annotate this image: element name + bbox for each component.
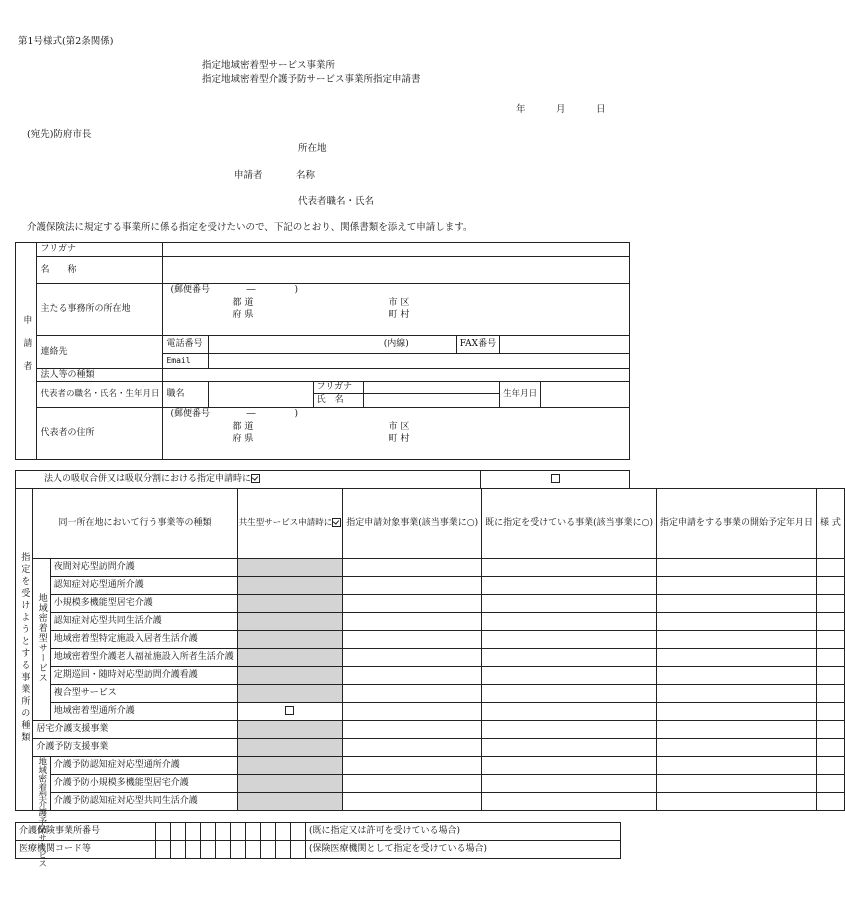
- rep-furigana-field[interactable]: [363, 382, 499, 394]
- birth-label: 生年月日: [500, 382, 541, 408]
- kyosei-cell: [237, 649, 343, 667]
- rep-name-field[interactable]: [363, 394, 499, 408]
- shiku-label: 市 区: [388, 298, 410, 308]
- digit-cell[interactable]: [186, 823, 201, 841]
- start-cell[interactable]: [657, 775, 817, 793]
- format-cell: [817, 667, 845, 685]
- start-cell[interactable]: [657, 685, 817, 703]
- digit-cell[interactable]: [156, 841, 171, 859]
- digit-cell[interactable]: [246, 823, 261, 841]
- format-cell: [817, 685, 845, 703]
- furigana-field[interactable]: [163, 243, 630, 257]
- kyosei-cell: [237, 685, 343, 703]
- kyosei-checkbox-cell[interactable]: [237, 703, 343, 721]
- kyosei-cell: [237, 559, 343, 577]
- service-row: 介護予防認知症対応型通所介護: [50, 757, 237, 775]
- format-cell: [817, 703, 845, 721]
- format-cell: [817, 793, 845, 811]
- digit-cell[interactable]: [171, 841, 186, 859]
- start-cell[interactable]: [657, 613, 817, 631]
- main-office-label: 主たる事務所の所在地: [37, 284, 163, 336]
- postal-label: (郵便番号: [170, 285, 210, 295]
- digit-cell[interactable]: [246, 841, 261, 859]
- target-cell[interactable]: [343, 631, 482, 649]
- contact-label: 連絡先: [37, 336, 163, 369]
- kyosei-cell: [237, 667, 343, 685]
- applicant-label: 申請者: [234, 170, 263, 181]
- start-cell[interactable]: [657, 667, 817, 685]
- postal-dash: ―: [246, 285, 256, 295]
- kyosei-cell: [237, 721, 343, 739]
- fuken-label: 府 県: [232, 310, 254, 320]
- digit-cell[interactable]: [186, 841, 201, 859]
- col-type-header: 同一所在地において行う事業等の種類: [33, 489, 237, 559]
- footer-table: [15, 822, 621, 859]
- existing-cell[interactable]: [482, 577, 657, 595]
- service-row: 介護予防小規模多機能型居宅介護: [50, 775, 237, 793]
- existing-cell[interactable]: [482, 595, 657, 613]
- tel-label: 電話番号: [163, 336, 209, 354]
- form-number: 第1号様式(第2条関係): [18, 36, 114, 47]
- todo-label: 都 道: [232, 298, 254, 308]
- start-cell[interactable]: [657, 649, 817, 667]
- format-cell: [817, 613, 845, 631]
- email-field[interactable]: [209, 354, 630, 369]
- kyosei-cell: [237, 757, 343, 775]
- digit-cell[interactable]: [216, 823, 231, 841]
- kyosei-cell: [237, 631, 343, 649]
- existing-cell[interactable]: [482, 613, 657, 631]
- target-cell[interactable]: [343, 775, 482, 793]
- email-label: Email: [163, 354, 209, 369]
- existing-cell[interactable]: [482, 649, 657, 667]
- target-cell[interactable]: [343, 595, 482, 613]
- digit-cell[interactable]: [201, 841, 216, 859]
- service-row: 小規模多機能型居宅介護: [50, 595, 237, 613]
- services-side-label: 指定を受けようとする事業所の種類: [16, 489, 33, 811]
- iryo-note: (保険医療機関として指定を受けている場合): [306, 841, 621, 859]
- digit-cell[interactable]: [216, 841, 231, 859]
- rep-shiku-label: 市 区: [388, 422, 410, 432]
- merger-checkbox[interactable]: [551, 474, 560, 483]
- existing-cell[interactable]: [482, 667, 657, 685]
- date-year: 年: [516, 104, 526, 115]
- existing-cell[interactable]: [482, 793, 657, 811]
- birth-field[interactable]: [541, 382, 630, 408]
- target-cell[interactable]: [343, 703, 482, 721]
- service-row: 複合型サービス: [50, 685, 237, 703]
- start-cell[interactable]: [657, 757, 817, 775]
- existing-cell[interactable]: [482, 775, 657, 793]
- service-row: 夜間対応型訪問介護: [50, 559, 237, 577]
- start-cell[interactable]: [657, 631, 817, 649]
- target-cell[interactable]: [343, 649, 482, 667]
- fax-label: FAX番号: [456, 336, 499, 354]
- col-format-header: 様 式: [817, 489, 845, 559]
- representative-label: 代表者職名・氏名: [298, 196, 375, 207]
- main-office-field[interactable]: [163, 284, 630, 336]
- group1-label: 地域密着型サービス: [33, 559, 50, 721]
- kyosei-cell: [237, 613, 343, 631]
- format-cell: [817, 721, 845, 739]
- col-target-header: 指定申請対象事業(該当事業に○): [343, 489, 482, 559]
- target-cell[interactable]: [343, 577, 482, 595]
- applicant-table: [15, 242, 630, 460]
- furigana-label: フリガナ: [37, 243, 163, 257]
- format-cell: [817, 757, 845, 775]
- start-cell[interactable]: [657, 721, 817, 739]
- target-cell[interactable]: [343, 667, 482, 685]
- rep-fuken-label: 府 県: [232, 434, 254, 444]
- rep-postal-label: (郵便番号: [170, 409, 210, 419]
- title-line-1: 指定地域密着型サービス事業所: [202, 60, 336, 71]
- format-cell: [817, 775, 845, 793]
- corp-type-field[interactable]: [163, 369, 630, 382]
- digit-cell[interactable]: [261, 823, 276, 841]
- rep-postal-dash: ―: [246, 409, 256, 419]
- kyosei-header-checkbox-icon: [332, 518, 341, 527]
- rep-title-label: 代表者の職名・氏名・生年月日: [37, 382, 163, 408]
- col-start-header: 指定申請をする事業の開始予定年月日: [657, 489, 817, 559]
- service-row: 認知症対応型通所介護: [50, 577, 237, 595]
- digit-cell[interactable]: [276, 841, 291, 859]
- start-cell[interactable]: [657, 577, 817, 595]
- start-cell[interactable]: [657, 595, 817, 613]
- digit-cell[interactable]: [231, 823, 246, 841]
- service-row: 地域密着型特定施設入居者生活介護: [50, 631, 237, 649]
- format-cell: [817, 739, 845, 757]
- rep-address-label: 代表者の住所: [37, 408, 163, 460]
- merger-label: 法人の吸収合併又は吸収分割における指定申請時に: [16, 471, 481, 489]
- target-cell[interactable]: [343, 757, 482, 775]
- existing-cell[interactable]: [482, 721, 657, 739]
- start-cell[interactable]: [657, 793, 817, 811]
- existing-cell[interactable]: [482, 757, 657, 775]
- kyosei-cell: [237, 577, 343, 595]
- shokumei-label: 職名: [163, 382, 209, 408]
- start-cell[interactable]: [657, 559, 817, 577]
- title-line-2: 指定地域密着型介護予防サービス事業所指定申請書: [202, 74, 421, 85]
- target-cell[interactable]: [343, 685, 482, 703]
- target-cell[interactable]: [343, 721, 482, 739]
- date-month: 月: [556, 104, 566, 115]
- digit-cell[interactable]: [231, 841, 246, 859]
- shokumei-field[interactable]: [209, 382, 314, 408]
- existing-cell[interactable]: [482, 703, 657, 721]
- existing-cell[interactable]: [482, 739, 657, 757]
- rep-postal-close: ): [294, 409, 298, 419]
- org-name-label: 名 称: [37, 257, 163, 284]
- format-cell: [817, 649, 845, 667]
- target-cell[interactable]: [343, 739, 482, 757]
- application-statement: 介護保険法に規定する事業所に係る指定を受けたいので、下記のとおり、関係書類を添えて申請します。: [27, 222, 473, 233]
- chouson-label: 町 村: [388, 310, 410, 320]
- service-row: 定期巡回・随時対応型訪問介護看護: [50, 667, 237, 685]
- kyotaku-row: 居宅介護支援事業: [33, 721, 237, 739]
- addressee: (宛先)防府市長: [27, 129, 92, 140]
- target-cell[interactable]: [343, 793, 482, 811]
- digit-cell[interactable]: [156, 823, 171, 841]
- extension-label: (内線): [383, 339, 409, 350]
- jigyosho-no-label: 介護保険事業所番号: [16, 823, 156, 841]
- existing-cell[interactable]: [482, 685, 657, 703]
- corp-type-label: 法人等の種類: [37, 369, 163, 382]
- format-cell: [817, 631, 845, 649]
- kyosei-cell: [237, 793, 343, 811]
- target-cell[interactable]: [343, 613, 482, 631]
- rep-furigana-label: フリガナ: [313, 382, 363, 394]
- fax-field[interactable]: [500, 336, 630, 354]
- kyosei-cell: [237, 739, 343, 757]
- address-label: 所在地: [298, 143, 327, 154]
- kyosei-cell: [237, 595, 343, 613]
- rep-address-field[interactable]: [163, 408, 630, 460]
- digit-cell[interactable]: [291, 841, 306, 859]
- yobo-shien-row: 介護予防支援事業: [33, 739, 237, 757]
- format-cell: [817, 559, 845, 577]
- digit-cell[interactable]: [201, 823, 216, 841]
- format-cell: [817, 595, 845, 613]
- rep-name-label: 氏 名: [313, 394, 363, 408]
- applicant-side-label: 申請者: [16, 243, 37, 460]
- postal-close: ): [294, 285, 298, 295]
- service-row: 認知症対応型共同生活介護: [50, 613, 237, 631]
- iryo-code-label: 医療機関コード等: [16, 841, 156, 859]
- name-label: 名称: [296, 170, 316, 181]
- jigyosho-note: (既に指定又は許可を受けている場合): [306, 823, 621, 841]
- format-cell: [817, 577, 845, 595]
- digit-cell[interactable]: [171, 823, 186, 841]
- digit-cell[interactable]: [291, 823, 306, 841]
- target-cell[interactable]: [343, 559, 482, 577]
- kyosei-checkbox[interactable]: [285, 706, 294, 715]
- existing-cell[interactable]: [482, 631, 657, 649]
- digit-cell[interactable]: [276, 823, 291, 841]
- merger-checkbox-cell[interactable]: [481, 471, 630, 489]
- start-cell[interactable]: [657, 739, 817, 757]
- rep-chouson-label: 町 村: [388, 434, 410, 444]
- service-row: 介護予防認知症対応型共同生活介護: [50, 793, 237, 811]
- rep-todo-label: 都 道: [232, 422, 254, 432]
- tel-field[interactable]: [209, 336, 457, 354]
- existing-cell[interactable]: [482, 559, 657, 577]
- service-row: 地域密着型介護老人福祉施設入所者生活介護: [50, 649, 237, 667]
- date-day: 日: [596, 104, 606, 115]
- group2-label: 地域密着型介護予防サービス: [33, 757, 50, 811]
- digit-cell[interactable]: [261, 841, 276, 859]
- service-row: 地域密着型通所介護: [50, 703, 237, 721]
- org-name-field[interactable]: [163, 257, 630, 284]
- col-existing-header: 既に指定を受けている事業(該当事業に○): [482, 489, 657, 559]
- start-cell[interactable]: [657, 703, 817, 721]
- col-kyosei-header: 共生型サービス申請時に: [237, 489, 343, 559]
- merger-note-checkbox-icon: [251, 474, 260, 483]
- merger-row: [15, 470, 630, 489]
- kyosei-cell: [237, 775, 343, 793]
